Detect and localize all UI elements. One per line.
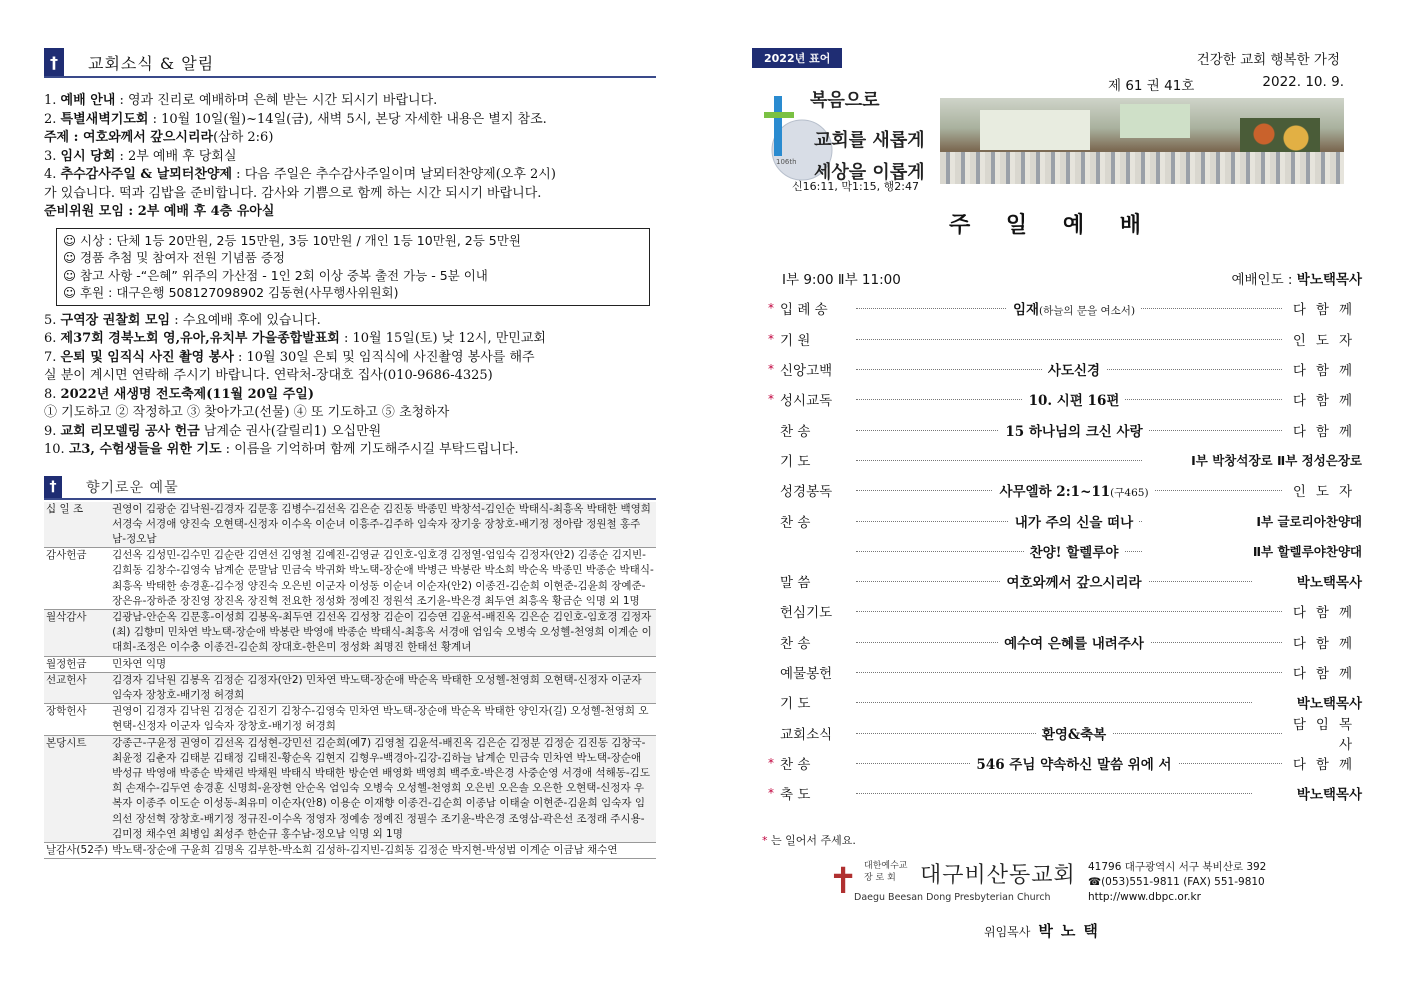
prize-info-line: ☺ 참고 사항 -“은혜” 위주의 가산점 - 1인 2회 이상 중복 출전 가능 - 5분 이내 bbox=[63, 267, 488, 283]
order-leader: 다함께 bbox=[1282, 420, 1362, 440]
denomination-line: 대한예수교 bbox=[864, 861, 908, 871]
order-label: 기 도 bbox=[780, 696, 811, 713]
gift-category: 감사헌금 bbox=[44, 548, 110, 610]
standing-note bbox=[762, 832, 856, 848]
order-title: 여호와께서 갚으시리라 bbox=[1000, 575, 1147, 591]
gift-category: 본당시트 bbox=[44, 735, 110, 842]
order-leader: 다함께 bbox=[1282, 298, 1362, 318]
order-label: 말 씀 bbox=[780, 575, 811, 592]
gift-row bbox=[44, 672, 656, 703]
church-cross-icon: ✝ bbox=[828, 861, 859, 902]
notice-line bbox=[44, 404, 656, 423]
order-label: 기 도 bbox=[780, 453, 811, 470]
order-subtitle: (하늘의 문을 여소서) bbox=[1039, 305, 1136, 318]
church-name: 대구비산동교회 bbox=[920, 863, 1076, 888]
notice-line bbox=[44, 111, 656, 130]
leader-name: 박노택목사 bbox=[1296, 272, 1362, 289]
bulletin-date: 2022. 10. 9. bbox=[1262, 74, 1344, 90]
order-row bbox=[772, 596, 1362, 626]
order-row bbox=[772, 414, 1362, 444]
notice-body: : 영과 진리로 예배하며 은혜 받는 시간 되시기 바랍니다. bbox=[115, 93, 438, 108]
church-address: 41796 대구광역시 서구 북비산로 392 bbox=[1088, 861, 1267, 873]
order-content bbox=[856, 359, 1292, 379]
order-leader: Ⅰ부 박창석장로 Ⅱ부 정성은장로 bbox=[1142, 451, 1362, 469]
notice-heading: 주제 : 여호와께서 갚으시리라 bbox=[44, 130, 214, 145]
notice-line bbox=[44, 92, 656, 111]
order-leader: 박노택목사 bbox=[1252, 571, 1362, 591]
notice-heading: 준비위원 모임 : 2부 예배 후 4층 유아실 bbox=[44, 204, 275, 219]
notice-number: 1. bbox=[44, 93, 61, 108]
cross-icon: † bbox=[44, 48, 64, 76]
prize-info-line: ☺ 시상 : 단체 1등 20만원, 2등 15만원, 3등 10만원 / 개인 1등 10만원, 2등 5만원 bbox=[63, 232, 521, 248]
notice-heading: 추수감사주일 & 날뫼터찬양제 bbox=[60, 167, 233, 182]
order-row bbox=[772, 475, 1362, 505]
notice-body: (삼하 2:6) bbox=[213, 130, 274, 145]
church-denomination bbox=[864, 860, 907, 884]
notices-list bbox=[44, 92, 656, 222]
order-content bbox=[856, 389, 1292, 409]
order-label: 신앙고백 bbox=[780, 363, 833, 380]
order-leader: 인도자 bbox=[1282, 329, 1362, 349]
stand-star: * bbox=[768, 755, 774, 770]
order-title: 내가 주의 신을 떠나 bbox=[1009, 515, 1139, 531]
gifts-header bbox=[44, 476, 656, 500]
notice-number: 3. bbox=[44, 148, 61, 164]
gift-row bbox=[44, 609, 656, 656]
gift-names: 김선옥 김성민-김수민 김순란 김연선 김영철 김예진-김영균 김인호-임호경 김정열-엄임숙 김정자(안2) 김종순 김지빈-김희동 김창수-김영숙 남계순 문말남 민금숙 박귀화 박노택-장순애 박병근 박봉란 박소희 박순옥 박종민 박종순 박태식-최흥옥 박태한 송경훈-김수정 양진숙 오은빈 이군자 이성동 이순녀 이순자(안2) 이종건-김순희 이현준-김윤희 장예준-장은유-장하준 장진영 장진옥 장진혁 전요한 정성화 정예진 정원석 조기윤-박은경 최두연 최흥옥 황금순 익명 외 1명 bbox=[110, 548, 656, 610]
right-page bbox=[752, 48, 1362, 948]
note-star: * bbox=[762, 834, 768, 847]
order-row bbox=[772, 627, 1362, 657]
order-row bbox=[768, 748, 1362, 778]
order-content bbox=[856, 632, 1292, 652]
order-label: 찬 송 bbox=[780, 635, 811, 652]
order-leader: 다함께 bbox=[1282, 753, 1362, 773]
logo-line-1: 복음으로 bbox=[810, 90, 880, 111]
gift-names: 박노택-장순애 구윤희 김명옥 김부한-박소희 김성하-김지빈-김희동 김정순 박지현-박성범 이계순 이금남 채수연 bbox=[110, 842, 656, 858]
prize-info-line: ☺ 경품 추첨 및 참여자 전원 기념품 증정 bbox=[63, 250, 285, 265]
gift-names: 권영이 김광순 김낙원-김경자 김문홍 김병수-김선옥 김은순 김진동 박종민 박창석-김인순 박태식-최흥옥 박태한 백영희 서경숙 서경애 양진숙 오현택-신정자 이수옥 이순녀 이흥주-김주하 임숙자 장기웅 장창호-배기정 정아람 정원철 홍주남-정오남 bbox=[110, 502, 656, 548]
notice-body: 남계순 권사(갈릴리1) 오십만원 bbox=[199, 423, 382, 439]
order-row bbox=[768, 293, 1362, 323]
notice-heading: 은퇴 및 임직식 사진 촬영 봉사 bbox=[60, 349, 234, 365]
notice-body: : 다음 주일은 추수감사주일이며 날뫼터찬양제(오후 2시) bbox=[232, 167, 556, 182]
cross-icon: † bbox=[44, 476, 62, 498]
order-label: 성경봉독 bbox=[780, 484, 833, 501]
gift-category: 날감사(52주) bbox=[44, 842, 110, 858]
stand-star: * bbox=[768, 362, 774, 377]
gift-row bbox=[44, 735, 656, 842]
gift-category: 월삭감사 bbox=[44, 609, 110, 656]
dotted-leader bbox=[856, 611, 1292, 612]
order-label: 성시교독 bbox=[780, 393, 833, 410]
church-phone: ☎(053)551-9811 (FAX) 551-9810 bbox=[1088, 876, 1265, 888]
order-label: 헌심기도 bbox=[780, 605, 833, 622]
notice-line bbox=[44, 312, 656, 331]
order-title: 예수여 은혜를 내려주사 bbox=[998, 636, 1150, 652]
order-leader: 박노택목사 bbox=[1252, 692, 1362, 712]
notice-heading: 특별새벽기도회 bbox=[60, 111, 149, 127]
volume-number: 제 61 권 41호 bbox=[1108, 78, 1195, 94]
stand-star: * bbox=[768, 331, 774, 346]
notice-heading: 제37회 경북노회 영,유아,유치부 가을종합발표회 bbox=[60, 331, 340, 346]
notice-heading: 교회 리모델링 공사 헌금 bbox=[60, 423, 200, 439]
order-leader: 다함께 bbox=[1282, 359, 1362, 379]
order-row bbox=[768, 354, 1362, 384]
order-leader: 다함께 bbox=[1282, 632, 1362, 652]
service-times: Ⅰ부 9:00 Ⅱ부 11:00 bbox=[782, 272, 901, 289]
notice-line bbox=[44, 166, 656, 185]
order-content bbox=[856, 420, 1292, 440]
order-label: 기 원 bbox=[780, 332, 811, 349]
notice-line bbox=[44, 367, 656, 386]
notice-line bbox=[44, 441, 656, 460]
notice-line bbox=[44, 148, 656, 167]
church-english-name: Daegu Beesan Dong Presbyterian Church bbox=[854, 892, 1051, 903]
year-tag: 2022년 표어 bbox=[752, 48, 842, 68]
notice-heading: 예배 안내 bbox=[60, 93, 116, 108]
order-title: 사무엘하 2:1~11(구465) bbox=[993, 484, 1154, 500]
notice-heading: 고3, 수험생들을 위한 기도 bbox=[68, 442, 222, 457]
church-website[interactable]: http://www.dbpc.or.kr bbox=[1088, 891, 1201, 903]
order-label: 교회소식 bbox=[780, 726, 833, 743]
notice-body: : 이름을 기억하며 함께 기도해주시길 부탁드립니다. bbox=[221, 442, 519, 457]
bible-verses: 신16:11, 막1:15, 행2:47 bbox=[792, 180, 919, 193]
service-title: 주 일 예 배 bbox=[949, 212, 1155, 238]
order-label: 입 례 송 bbox=[780, 302, 828, 319]
order-content bbox=[856, 753, 1292, 773]
order-rows bbox=[768, 293, 1362, 808]
photo-screen bbox=[980, 110, 1090, 150]
order-row bbox=[768, 778, 1362, 808]
dotted-leader bbox=[856, 793, 1292, 794]
order-leader: 박노택목사 bbox=[1252, 783, 1362, 803]
pastor-name: 박노택 bbox=[1038, 922, 1106, 940]
notice-body: : 10월 15일(토) 낮 12시, 만민교회 bbox=[339, 331, 546, 346]
notice-number: 2. bbox=[44, 111, 61, 127]
order-subtitle: (구465) bbox=[1110, 487, 1149, 500]
notice-line bbox=[44, 386, 656, 405]
church-motto: 건강한 교회 행복한 가정 bbox=[1196, 52, 1340, 68]
news-header bbox=[44, 48, 656, 78]
notice-heading: 2022년 새생명 전도축제(11월 20일 주일) bbox=[60, 386, 315, 402]
notice-number: 6. bbox=[44, 331, 61, 346]
order-of-worship bbox=[768, 263, 1362, 808]
logo-number: 106th bbox=[776, 158, 797, 166]
order-row bbox=[768, 324, 1362, 354]
prize-info-box bbox=[56, 228, 650, 306]
order-content bbox=[856, 480, 1292, 500]
prize-info-line: ☺ 후원 : 대구은행 508127098902 김동현(사무행사위원회) bbox=[63, 285, 399, 300]
order-label: 찬 송 bbox=[780, 514, 811, 531]
notice-number: 9. bbox=[44, 423, 61, 439]
stand-star: * bbox=[768, 786, 774, 801]
order-label: 찬 송 bbox=[780, 756, 811, 773]
notice-heading: 구역장 권찰회 모임 bbox=[60, 312, 171, 328]
dotted-leader bbox=[856, 672, 1292, 673]
order-row bbox=[772, 536, 1362, 566]
gift-category: 십 일 조 bbox=[44, 502, 110, 548]
worship-photo bbox=[940, 98, 1344, 184]
notice-body: 실 분이 계시면 연락해 주시기 바랍니다. 연락처-장대호 집사(010-9686-4325) bbox=[44, 368, 493, 383]
notice-body: : 수요예배 후에 있습니다. bbox=[170, 312, 321, 328]
order-title: 환영&축복 bbox=[1036, 727, 1112, 743]
notice-number: 4. bbox=[44, 167, 61, 182]
gift-names: 김경자 김낙원 김봉옥 김정순 김정자(안2) 민차연 박노택-장순애 박순옥 박태한 오성헬-천영희 오현택-신정자 이군자 임숙자 장창호-배기정 허경희 bbox=[110, 672, 656, 703]
notice-number: 8. bbox=[44, 386, 61, 402]
logo-line-3: 세상을 이롭게 bbox=[814, 162, 925, 183]
notice-number: 5. bbox=[44, 312, 61, 328]
order-leader: 담임목사 bbox=[1282, 713, 1362, 753]
gift-category: 월정헌금 bbox=[44, 656, 110, 672]
order-leader: 다함께 bbox=[1282, 389, 1362, 409]
order-content bbox=[856, 723, 1292, 743]
order-label: 예물봉헌 bbox=[780, 666, 833, 682]
order-row bbox=[772, 566, 1362, 596]
leader-label: 예배인도 : bbox=[1231, 272, 1293, 289]
stand-star: * bbox=[768, 392, 774, 407]
order-row bbox=[772, 445, 1362, 475]
order-label: 찬 송 bbox=[780, 423, 811, 440]
notice-line bbox=[44, 349, 656, 368]
order-leader: Ⅰ부 글로리아찬양대 bbox=[1142, 512, 1362, 530]
notice-line bbox=[44, 129, 656, 148]
dotted-leader bbox=[856, 702, 1292, 703]
gift-row bbox=[44, 842, 656, 858]
notice-body: : 2부 예배 후 당회실 bbox=[115, 148, 237, 164]
gift-category: 선교헌사 bbox=[44, 672, 110, 703]
order-title: 15 하나님의 크신 사랑 bbox=[999, 424, 1148, 440]
order-content bbox=[856, 571, 1292, 591]
gift-row bbox=[44, 656, 656, 672]
notice-number: 7. bbox=[44, 349, 61, 365]
notice-line bbox=[44, 203, 656, 222]
notices-list-2 bbox=[44, 312, 656, 460]
order-label: 축 도 bbox=[780, 787, 811, 804]
gift-names: 강종근-구윤정 권영이 김선옥 김성현-강민선 김순희(예7) 김영철 김윤석-배진옥 김은순 김정분 김정순 김진동 김창국-최윤정 김춘자 김태분 김태정 김태진-황순옥 김현지 김형우-백경아-김강-김하늘 남계순 민금숙 민차연 박노택-장순애 박성규 박영애 박종순 박채린 박채원 박태식 박태한 방순연 배영화 백영희 백주호-박은경 사중순영 서경애 석해동-김도희 손재수-김두연 송경훈 신명희-윤장현 안순옥 엄임숙 오병숙 오성헬-천영희 오은빈 오은솔 오은한 오현택-신정자 우복자 이종주 이도순 이성동-최유미 이순자(안8) 이용순 이재향 이종건-김순희 이종남 이태술 이현준-김윤희 임숙자 임의선 장선혁 장창호-배기정 정규진-이수옥 정영자 정예송 정예진 정필수 조기윤-박은경 조영삼-곽은선 조정래 주시용-김미정 채수연 최병임 최성주 한순규 홍수남-정오남 익명 외 1명 bbox=[110, 735, 656, 842]
order-leader: 다함께 bbox=[1282, 662, 1362, 682]
gifts-title: 향기로운 예물 bbox=[86, 479, 179, 496]
logo-line-2: 교회를 새롭게 bbox=[814, 130, 925, 151]
pastor-label: 위임목사 bbox=[984, 925, 1031, 939]
order-leader: 인도자 bbox=[1282, 480, 1362, 500]
gift-names: 김광남-안순옥 김문홍-이성희 김봉옥-최두연 김선옥 김성창 김순이 김승연 김윤석-배진옥 김은순 김인호-임호경 김정자(최) 김향미 민차연 박노택-장순애 박봉란 박영애 박종순 박태식-최흥옥 서경애 엄임숙 오병숙 오성헬-천영희 이계순 이대희-조정은 이수충 이종건-김순희 장대호-한은미 정성화 최명진 한태선 황계녀 bbox=[110, 609, 656, 656]
leader-line bbox=[1231, 268, 1362, 288]
gift-row bbox=[44, 548, 656, 610]
left-page bbox=[44, 48, 656, 859]
gift-category: 장학헌사 bbox=[44, 704, 110, 735]
order-row bbox=[772, 657, 1362, 687]
notice-line bbox=[44, 423, 656, 442]
notice-heading: 임시 당회 bbox=[60, 148, 116, 164]
order-title: 임재(하늘의 문을 여소서) bbox=[1007, 302, 1141, 318]
gift-row bbox=[44, 704, 656, 735]
notice-line bbox=[44, 185, 656, 204]
senior-pastor bbox=[984, 920, 1106, 941]
church-contact bbox=[1088, 860, 1266, 905]
photo-congregation bbox=[940, 152, 1344, 184]
notice-line bbox=[44, 330, 656, 349]
gift-names: 권영이 김경자 김낙원 김정순 김진기 김창수-김영숙 민차연 박노택-장순애 박순옥 박태한 양인자(길) 오성헬-천영희 오현택-신정자 이군자 임숙자 장창호-배기정 허경희 bbox=[110, 704, 656, 735]
order-row bbox=[768, 384, 1362, 414]
photo-banner bbox=[1120, 104, 1190, 138]
notice-body: 가 있습니다. 떡과 김밥을 준비합니다. 감사와 기쁨으로 함께 하는 시간 되시기 바랍니다. bbox=[44, 185, 542, 201]
order-leader: Ⅱ부 할렐루야찬양대 bbox=[1142, 542, 1362, 560]
order-title: 사도신경 bbox=[1042, 363, 1106, 379]
notice-body: : 10월 10일(월)~14일(금), 새벽 5시, 본당 자세한 내용은 별지 참조. bbox=[148, 111, 547, 127]
notice-body: : 10월 30일 은퇴 및 임직식에 사진촬영 봉사를 해주 bbox=[233, 349, 535, 365]
service-times-row bbox=[772, 263, 1362, 293]
stand-star: * bbox=[768, 301, 774, 316]
order-content bbox=[856, 298, 1292, 318]
order-leader: 다함께 bbox=[1282, 601, 1362, 621]
notice-body: ① 기도하고 ② 작정하고 ③ 찾아가고(선물) ④ 또 기도하고 ⑤ 초청하자 bbox=[44, 405, 450, 420]
gift-names: 민차연 익명 bbox=[110, 656, 656, 672]
order-row bbox=[772, 505, 1362, 535]
news-title: 교회소식 & 알림 bbox=[88, 53, 215, 73]
order-title: 10. 시편 16편 bbox=[1023, 393, 1126, 409]
denomination-line: 장 로 회 bbox=[864, 873, 896, 883]
note-text: 는 일어서 주세요. bbox=[771, 834, 856, 847]
order-title: 546 주님 약속하신 말씀 위에 서 bbox=[970, 757, 1177, 773]
order-row bbox=[772, 687, 1362, 717]
dotted-leader bbox=[856, 339, 1292, 340]
order-title: 찬양! 할렐루야 bbox=[1024, 545, 1125, 561]
gift-row bbox=[44, 502, 656, 548]
church-footer bbox=[828, 856, 1308, 916]
gifts-table bbox=[44, 502, 656, 860]
order-row bbox=[772, 716, 1362, 753]
notice-number: 10. bbox=[44, 442, 69, 457]
